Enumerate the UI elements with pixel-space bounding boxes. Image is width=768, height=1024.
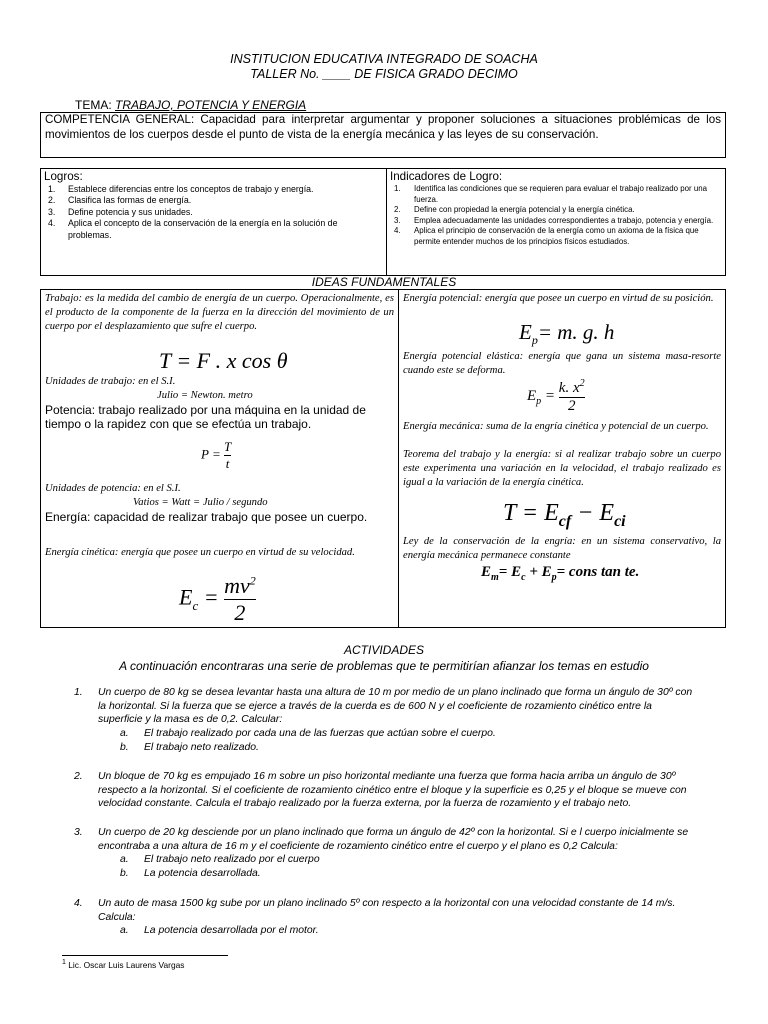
teorema-mid: − E	[571, 500, 615, 526]
indicadores-title: Indicadores de Logro:	[390, 170, 503, 183]
elastica-definition: Energía potencial elástica: energía que gana un sistema masa-resorte cuando este se deforma.	[403, 351, 721, 376]
ley-mid2: + E	[525, 564, 552, 580]
teorema-T: T = E	[503, 500, 559, 526]
logros-column	[41, 169, 387, 275]
trabajo-definition: Trabajo: es la medida del cambio de energía de un cuerpo. Operacionalmente, es el producto de la componente de la fuerza en la dirección del movimiento de un cuerpo por el desplazamiento que sufre el cuerpo.	[45, 293, 394, 332]
cinetica-den: 2	[234, 600, 246, 625]
logros-item	[44, 184, 383, 195]
footnote-rule	[62, 955, 228, 956]
unidades-trabajo-2: Julio = Newton. metro	[157, 390, 253, 401]
indicadores-item	[390, 184, 722, 205]
trabajo-equation: T = F . x cos θ	[159, 348, 288, 373]
elastica-E: E	[527, 387, 537, 404]
potencia-den: t	[225, 456, 230, 471]
tema-label: TEMA:	[75, 98, 112, 112]
footnote	[62, 959, 184, 970]
ley-definition: Ley de la conservación de la engría: en un sistema conservativo, la energía mecánica permanece constante	[403, 536, 721, 561]
elastica-sub: p	[536, 395, 542, 407]
sub-item-letter: a.	[120, 925, 129, 936]
unidades-potencia-2: Vatios = Watt = Julio / segundo	[133, 497, 268, 508]
ideas-box	[40, 289, 726, 628]
ideas-left	[41, 290, 399, 627]
sub-item-letter: b.	[120, 868, 129, 879]
teorema-sub1: cf	[558, 512, 572, 530]
indicadores-list	[390, 184, 722, 248]
item-number: 3.	[48, 206, 56, 217]
energia-definition: Energía: capacidad de realizar trabajo que posee un cuerpo.	[45, 510, 368, 524]
unidades-potencia: Unidades de potencia: en el S.I.	[45, 483, 181, 494]
competencia-box	[40, 112, 726, 158]
item-number: 2.	[394, 205, 401, 215]
cinetica-sub: c	[192, 597, 199, 613]
ideas-right	[399, 290, 725, 627]
item-text: Establece diferencias entre los conceptos de trabajo y energía.	[68, 184, 314, 194]
potencia-lhs: P =	[201, 446, 221, 462]
elastica-den: 2	[567, 398, 576, 414]
item-number: 2.	[48, 195, 56, 206]
item-text: Clasifica las formas de energía.	[68, 195, 192, 206]
actividades-subtitle: A continuación encontraras una serie de problemas que te permitirían afianzar los temas en estudio	[119, 659, 649, 673]
indicadores-column	[387, 169, 725, 275]
school-name: INSTITUCION EDUCATIVA INTEGRADO DE SOACHA	[230, 52, 538, 66]
ideas-title: IDEAS FUNDAMENTALES	[311, 275, 457, 289]
tema-line	[75, 98, 306, 112]
ley-equation	[481, 564, 639, 583]
footnote-text: Lic. Oscar Luis Laurens Vargas	[68, 959, 185, 970]
actividades-title: ACTIVIDADES	[343, 643, 424, 657]
indicadores-item	[390, 216, 722, 227]
potencia-definition: Potencia: trabajo realizado por una máquina en la unidad de tiempo o la rapidez con que se efectúa un trabajo.	[45, 403, 366, 431]
problem-text: Un auto de masa 1500 kg sube por un plano inclinado 5º con respecto a la horizontal con una velocidad constante de 14 m/s. Calcula:	[98, 898, 676, 923]
potencial-E: E	[519, 320, 532, 344]
elastica-equation: $E_p$ = $\frac{k. x^2}{2}$	[527, 378, 585, 414]
item-text: Define potencia y sus unidades.	[68, 206, 193, 217]
ley-end: = cons tan te.	[556, 564, 640, 580]
problem-text: Un cuerpo de 80 kg se desea levantar hasta una altura de 10 m por medio de un plano inclinado que forma un ángulo de 30º con la horizontal. Si la fuerza que se ejerce a través de la cuerda es de 600 N y el coeficiente de rozamiento cinético entre la superficie y la masa es de 0,2. Calcular:	[98, 687, 693, 725]
cinetica-sup: 2	[249, 573, 256, 588]
sub-item-letter: b.	[120, 742, 129, 753]
logros-item	[44, 218, 383, 241]
item-text: Aplica el concepto de la conservación de la energía en la solución de problemas.	[68, 218, 338, 240]
elastica-sup: 2	[579, 378, 585, 389]
potencial-rhs: = m. g. h	[537, 320, 615, 344]
problem-number: 1.	[74, 687, 83, 698]
ley-sub-p: p	[551, 572, 557, 583]
unidades-trabajo: Unidades de trabajo: en el S.I.	[45, 376, 176, 387]
teorema-definition: Teorema del trabajo y la energía: si al realizar trabajo sobre un cuerpo este experimenta una variación en la velocidad, el trabajo realizado es igual a la variación de la energía cinética.	[403, 449, 721, 488]
teorema-equation	[503, 500, 626, 531]
potencial-definition: Energía potencial: energía que posee un cuerpo en virtud de su posición.	[403, 293, 714, 304]
ley-sub-c: c	[521, 572, 526, 583]
logros-list	[44, 184, 383, 241]
cinetica-num: mv	[224, 573, 250, 598]
worksheet-title: TALLER No. ____ DE FISICA GRADO DECIMO	[250, 67, 518, 81]
potencial-equation	[519, 320, 614, 348]
item-number: 1.	[48, 184, 56, 194]
sub-item-text: La potencia desarrollada por el motor.	[144, 925, 319, 936]
logros-table	[40, 168, 726, 276]
problem-number: 4.	[74, 898, 83, 909]
cinetica-equation: $E_c$ = $\frac{mv^2}{2}$	[179, 573, 256, 625]
problem-text: Un bloque de 70 kg es empujado 16 m sobre un piso horizontal mediante una fuerza que forma hacia arriba un ángulo de 30º respecto a la horizontal. Si el coeficiente de rozamiento cinético entre el bloque y la superficie es 0,25 y el bloque se mueve con velocidad constante. Calcula el trabajo realizado por la fuerza externa, por la fuerza de rozamiento y el trabajo neto.	[98, 771, 687, 809]
sub-item-text: El trabajo realizado por cada una de las fuerzas que actúan sobre el cuerpo.	[144, 728, 496, 739]
item-number: 1.	[394, 184, 401, 193]
tema-value: TRABAJO, POTENCIA Y ENERGIA	[115, 98, 307, 112]
teorema-sub2: ci	[614, 512, 626, 530]
sub-item-letter: a.	[120, 728, 129, 739]
indicadores-item	[390, 226, 722, 247]
cinetica-fraction	[224, 573, 256, 626]
competencia-label: COMPETENCIA GENERAL:	[45, 113, 195, 126]
logros-item	[44, 207, 383, 218]
ley-mid1: = E	[498, 564, 522, 580]
potencia-num: T	[223, 439, 232, 454]
indicadores-item	[390, 205, 722, 216]
elastica-fraction	[559, 378, 585, 415]
logros-item	[44, 195, 383, 206]
item-number: 4.	[48, 218, 56, 229]
ley-E: E	[481, 564, 492, 580]
elastica-num: k. x	[558, 380, 580, 396]
problem-number: 3.	[74, 827, 83, 838]
potencia-equation	[201, 439, 231, 472]
sub-item-letter: a.	[120, 854, 129, 865]
logros-title: Logros:	[44, 170, 83, 183]
potencia-fraction	[224, 439, 231, 472]
item-text: Define con propiedad la energía potencial y la energía cinética.	[414, 205, 635, 215]
sub-item-text: El trabajo neto realizado.	[144, 742, 259, 753]
sub-item-text: El trabajo neto realizado por el cuerpo	[144, 854, 320, 865]
cinetica-definition: Energía cinética: energía que posee un cuerpo en virtud de su velocidad.	[45, 547, 355, 558]
sub-item-text: La potencia desarrollada.	[144, 868, 261, 879]
mecanica-definition: Energía mecánica: suma de la engría cinética y potencial de un cuerpo.	[403, 421, 709, 432]
item-text: Aplica el principio de conservación de la energía como un axioma de la física que permite entender muchos de los principios físicos estudiados.	[414, 226, 699, 246]
item-text: Identifica las condiciones que se requieren para evaluar el trabajo realizado por una fuerza.	[414, 184, 708, 204]
potencial-sub: p	[531, 333, 538, 348]
problem-number: 2.	[74, 771, 83, 782]
problem-text: Un cuerpo de 20 kg desciende por un plano inclinado que forma un ángulo de 42º con la horizontal. Si e l cuerpo inicialmente se encontraba a una altura de 16 m y el coeficiente de rozamiento cinético entre el cuerpo y el plano es 0,2 Calcula:	[98, 827, 689, 852]
ley-sub-m: m	[491, 572, 499, 583]
item-number: 3.	[394, 215, 401, 225]
item-text: Emplea adecuadamente las unidades correspondientes a trabajo, potencia y energía.	[414, 215, 714, 225]
competencia-text: Capacidad para interpretar argumentar y proponer soluciones a situaciones problémicas de los movimientos de los cuerpos desde el punto de vista de la energía mecánica y las leyes de su conservación.	[45, 113, 721, 141]
item-number: 4.	[394, 226, 401, 236]
cinetica-E: E	[179, 584, 193, 610]
footnote-mark: 1	[62, 959, 66, 966]
